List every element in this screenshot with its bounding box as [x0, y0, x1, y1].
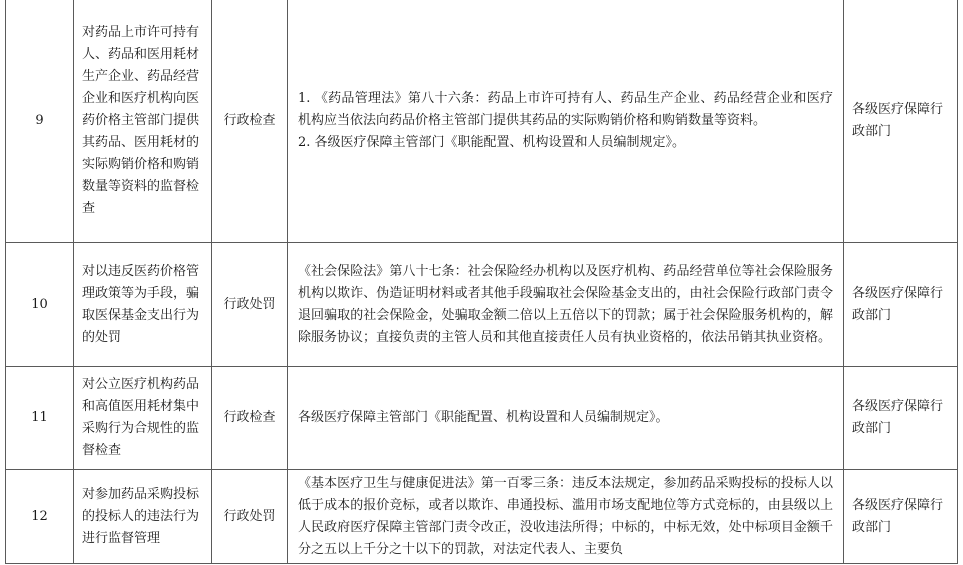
responsible-department: 各级医疗保障行政部门 [852, 399, 944, 436]
row-number: 12 [6, 470, 74, 564]
responsible-department: 各级医疗保障行政部门 [852, 285, 944, 323]
action-type: 行政处罚 [212, 243, 288, 367]
item-name: 对参加药品采购投标的投标人的违法行为进行监督管理 [82, 486, 200, 546]
responsible-department: 各级医疗保障行政部门 [852, 101, 944, 139]
row-number: 10 [6, 243, 74, 367]
item-name: 对公立医疗机构药品和高值医用耗材集中采购行为合规性的监督检查 [82, 377, 200, 458]
legal-basis [288, 367, 844, 470]
table-row [6, 0, 958, 243]
item-name: 对以违反医药价格管理政策等为手段，骗取医保基金支出行为的处罚 [82, 263, 200, 345]
action-type: 行政处罚 [212, 470, 288, 564]
table-row [6, 470, 958, 564]
basis-line: 各级医疗保障主管部门《职能配置、机构设置和人员编制规定》。 [298, 410, 669, 425]
basis-line: 2. 各级医疗保障主管部门《职能配置、机构设置和人员编制规定》。 [298, 134, 686, 150]
basis-line: 《基本医疗卫生与健康促进法》第一百零三条：违反本法规定，参加药品采购投标的投标人以低于成本的报价竞标，或者以欺诈、串通投标、滥用市场支配地位等方式竞标的，由县级以上人民政府医疗保障主管部门责令改正，没收违法所得；中标的，中标无效，处中标项目金额千分之五以上千分之十以下的罚款，对法定代表人、主要负 [298, 475, 833, 557]
table-row [6, 367, 958, 470]
item-name: 对药品上市许可持有人、药品和医用耗材生产企业、药品经营企业和医疗机构向医药价格主管部门提供其药品、医用耗材的实际购销价格和购销数量等资料的监督检查 [82, 24, 200, 216]
legal-basis [288, 243, 844, 367]
table-row [6, 243, 958, 367]
responsible-department: 各级医疗保障行政部门 [852, 497, 944, 535]
row-number: 9 [6, 0, 74, 243]
action-type: 行政检查 [212, 0, 288, 243]
row-number: 11 [6, 367, 74, 470]
legal-basis [288, 470, 844, 564]
law-enforcement-table [5, 0, 958, 564]
legal-basis [288, 0, 844, 243]
action-type: 行政检查 [212, 367, 288, 470]
basis-line: 《社会保险法》第八十七条：社会保险经办机构以及医疗机构、药品经营单位等社会保险服务机构以欺诈、伪造证明材料或者其他手段骗取社会保险基金支出的，由社会保险行政部门责令退回骗取的社会保险金，处骗取金额二倍以上五倍以下的罚款；属于社会保险服务机构的，解除服务协议；直接负责的主管人员和其他直接责任人员有执业资格的，依法吊销其执业资格。 [298, 263, 833, 345]
basis-line: 1. 《药品管理法》第八十六条：药品上市许可持有人、药品生产企业、药品经营企业和医疗机构应当依法向药品价格主管部门提供其药品的实际购销价格和购销数量等资料。 [298, 90, 833, 128]
